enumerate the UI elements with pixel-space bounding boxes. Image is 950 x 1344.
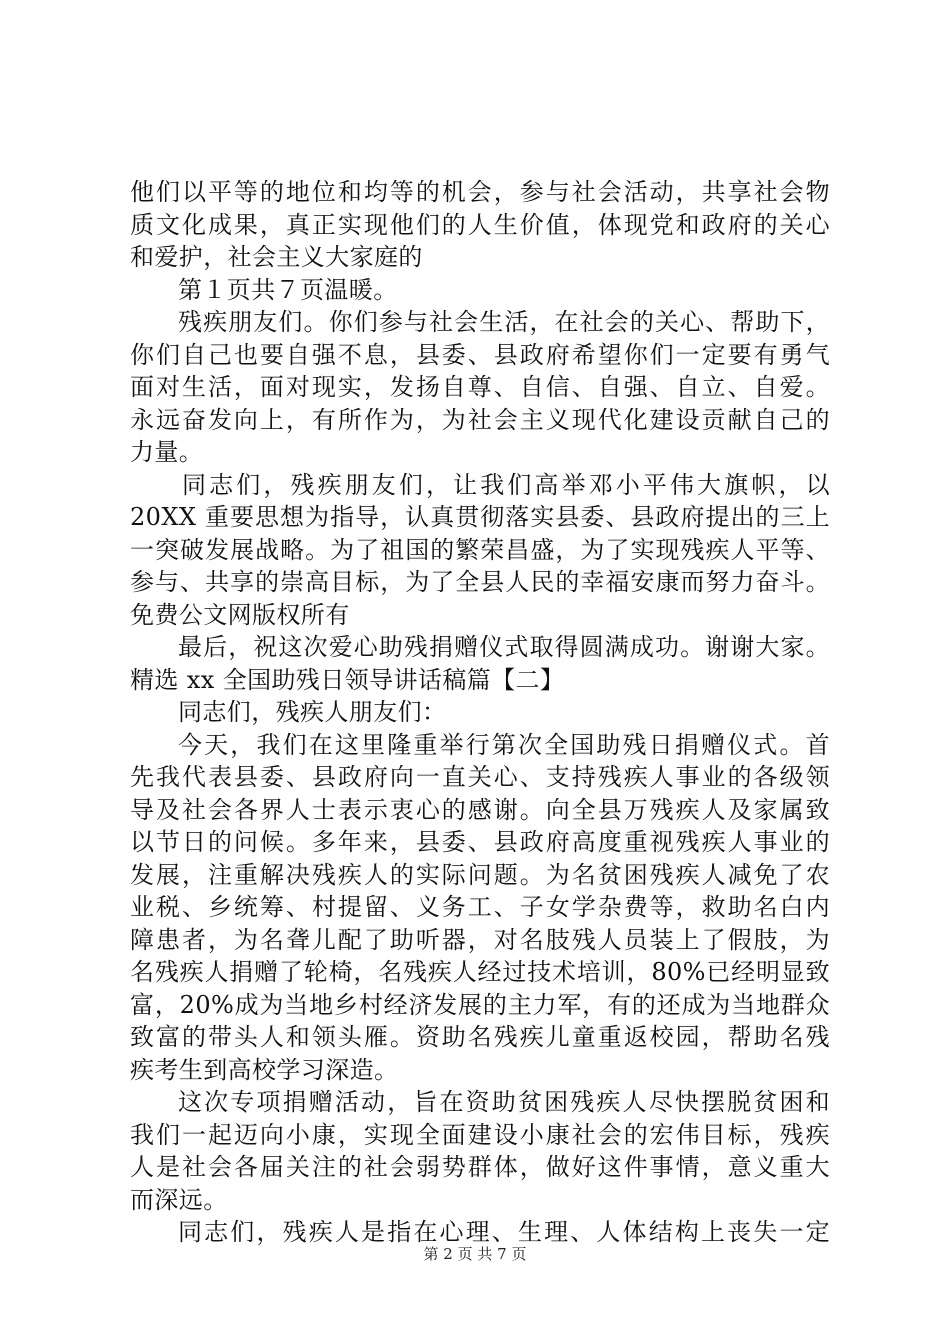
text-line: 业税、乡统筹、村提留、义务工、子女学杂费等，救助名白内 bbox=[130, 893, 830, 921]
text-line: 人是社会各届关注的社会弱势群体，做好这件事情，意义重大 bbox=[130, 1153, 830, 1181]
text-line: 残疾朋友们。你们参与社会生活，在社会的关心、帮助下， bbox=[178, 308, 830, 336]
text-line: 以节日的问候。多年来，县委、县政府高度重视残疾人事业的 bbox=[130, 828, 830, 856]
text-line: 20XX 重要思想为指导，认真贯彻落实县委、县政府提出的三上 bbox=[130, 503, 830, 531]
text-line: 障患者，为名聋儿配了助听器，对名肢残人员装上了假肢，为 bbox=[130, 925, 830, 954]
text-line: 导及社会各界人士表示衷心的感谢。向全县万残疾人及家属致 bbox=[130, 795, 830, 824]
text-line: 今天，我们在这里隆重举行第次全国助残日捐赠仪式。首 bbox=[178, 730, 830, 759]
text-line: 他们以平等的地位和均等的机会，参与社会活动，共享社会物 bbox=[130, 178, 830, 206]
text-line: 同志们，残疾人朋友们： bbox=[178, 698, 447, 726]
text-line: 永远奋发向上，有所作为，为社会主义现代化建设贡献自己的 bbox=[130, 405, 830, 434]
text-line: 和爱护，社会主义大家庭的 bbox=[130, 243, 423, 271]
text-line: 免费公文网版权所有 bbox=[130, 600, 350, 629]
text-line: 力量。 bbox=[130, 438, 204, 466]
text-line: 一突破发展战略。为了祖国的繁荣昌盛，为了实现残疾人平等、 bbox=[130, 535, 830, 564]
text-line: 发展，注重解决残疾人的实际问题。为名贫困残疾人减免了农 bbox=[130, 860, 830, 889]
text-line: 面对生活，面对现实，发扬自尊、自信、自强、自立、自爱。 bbox=[130, 373, 830, 401]
text-line: 致富的带头人和领头雁。资助名残疾儿童重返校园，帮助名残 bbox=[130, 1023, 830, 1051]
text-line: 同志们，残疾朋友们，让我们高举邓小平伟大旗帜，以 bbox=[182, 470, 830, 499]
text-line: 同志们，残疾人是指在心理、生理、人体结构上丧失一定 bbox=[178, 1218, 830, 1246]
text-line: 质文化成果，真正实现他们的人生价值，体现党和政府的关心 bbox=[130, 210, 830, 239]
text-line: 最后，祝这次爱心助残捐赠仪式取得圆满成功。谢谢大家。 bbox=[178, 633, 830, 661]
text-line: 我们一起迈向小康，实现全面建设小康社会的宏伟目标，残疾 bbox=[130, 1120, 830, 1149]
text-line: 这次专项捐赠活动，旨在资助贫困残疾人尽快摆脱贫困和 bbox=[178, 1088, 830, 1116]
document-body bbox=[130, 176, 830, 1249]
text-line: 疾考生到高校学习深造。 bbox=[130, 1055, 399, 1084]
text-line: 参与、共享的崇高目标，为了全县人民的幸福安康而努力奋斗。 bbox=[130, 568, 830, 596]
text-line: 先我代表县委、县政府向一直关心、支持残疾人事业的各级领 bbox=[130, 763, 830, 791]
text-line: 名残疾人捐赠了轮椅，名残疾人经过技术培训，80%已经明显致 bbox=[130, 958, 830, 986]
text-line: 富，20%成为当地乡村经济发展的主力军，有的还成为当地群众 bbox=[130, 990, 830, 1019]
text-line: 第１页共７页温暖。 bbox=[178, 275, 398, 304]
text-line: 而深远。 bbox=[130, 1185, 228, 1214]
page-footer: 第 2 页 共 7 页 bbox=[423, 1245, 527, 1263]
text-line: 你们自己也要自强不息，县委、县政府希望你们一定要有勇气 bbox=[130, 340, 830, 369]
text-line: 精选 xx 全国助残日领导讲话稿篇【二】 bbox=[130, 665, 565, 694]
